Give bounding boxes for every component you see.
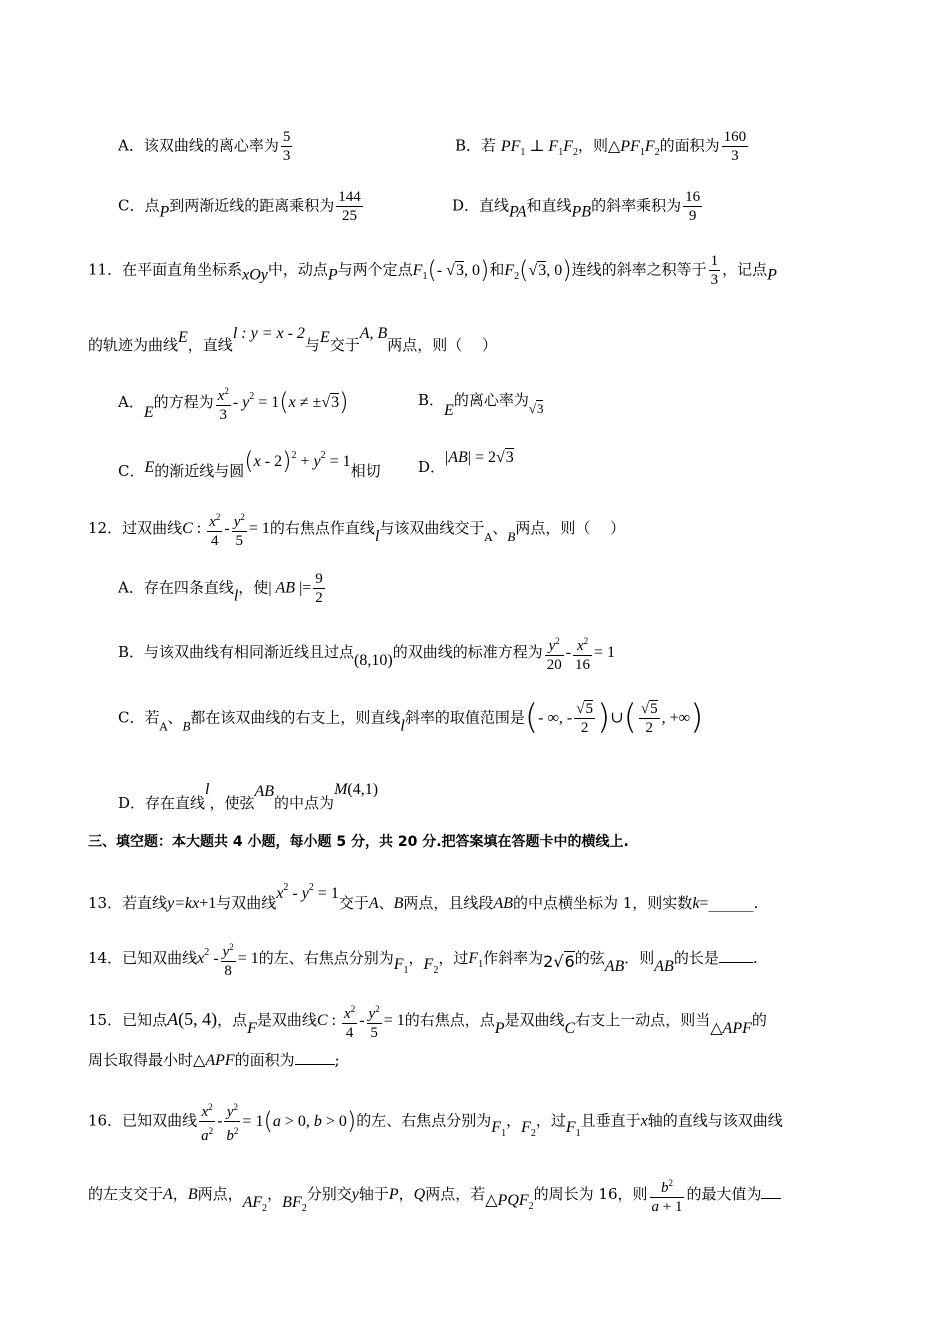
q16-text: 两点，若 xyxy=(425,1185,486,1203)
q12-d-tail: 的中点为 xyxy=(274,794,335,812)
math: P xyxy=(494,1020,505,1037)
q11-stem-line2 xyxy=(88,322,497,357)
math: A xyxy=(368,895,379,912)
math: ) xyxy=(690,697,704,738)
q11-text: 11．在平面直角坐标系 xyxy=(88,260,243,279)
q10-c-tail: 到两渐近线的距离乘积为 xyxy=(169,196,335,215)
math: △APF xyxy=(710,1020,752,1037)
q16-line2: 的左支交于A，B两点，$AF_2$，$BF_2$分别交y轴于P，Q两点，若$\triangle PQF_2$的周长为 16，则 $\frac{b^2}{a + 1}$ 的最大值为 xyxy=(88,1174,781,1221)
math: $F_1$ xyxy=(412,261,428,282)
q16-answer-blank[interactable] xyxy=(761,1184,781,1199)
q15-text: 15．已知点 xyxy=(88,1011,168,1029)
math: PB xyxy=(571,203,592,221)
math: - xyxy=(224,520,230,537)
math: A xyxy=(484,531,493,544)
math: | AB |= xyxy=(268,579,312,597)
fraction: $\frac{x^2}{a^2}$ xyxy=(201,1102,214,1144)
q12-a-text: A．存在四条直线 xyxy=(118,578,234,597)
q13-text: 与双曲线 xyxy=(216,894,277,912)
math: Q xyxy=(413,1186,426,1203)
math: $F_1$ xyxy=(491,1118,507,1139)
fraction-num: 1 xyxy=(710,253,719,269)
math: E xyxy=(178,329,188,346)
math: |AB| = 2√3 xyxy=(445,449,514,466)
math: P xyxy=(767,266,777,284)
fraction-num: 16 xyxy=(685,189,701,205)
q12-text: 的右焦点作直线 xyxy=(269,519,375,537)
q13: 13．若直线y=kx+1与双曲线$x^2 - y^2 = 1$交于A、B两点，且线段AB的中点横坐标为 1，则实数k=______. xyxy=(88,882,759,912)
q15-text: ; xyxy=(334,1051,340,1069)
math: = 1(a > 0, b > 0) xyxy=(242,1106,357,1135)
q16-text: 两点， xyxy=(197,1185,243,1203)
q15-text: 的面积为 xyxy=(234,1051,295,1069)
math: AB xyxy=(493,895,513,912)
math: l xyxy=(205,781,210,798)
q10-a-text: A．该双曲线的离心率为 xyxy=(118,136,279,155)
q12-text: 、 xyxy=(492,519,508,537)
q16-text: 的最大值为 xyxy=(686,1185,762,1203)
fraction: $\frac{√5}{2}$ xyxy=(640,701,658,736)
q16-text: ， xyxy=(267,1185,283,1203)
fraction-num: 160 xyxy=(723,129,747,145)
math: ) xyxy=(596,697,611,738)
fraction-den: 3 xyxy=(710,272,719,288)
q12-c-pre: C．若 xyxy=(118,708,160,727)
section-heading: 三、填空题：本大题共 4 小题，每小题 5 分，共 20 分.把答案填在答题卡中的横线上. xyxy=(88,834,629,850)
math: ( xyxy=(623,697,637,738)
math: AB xyxy=(654,958,674,975)
q12-c-sep: 、 xyxy=(167,708,183,727)
math: $F_1$ xyxy=(565,1118,581,1139)
math: : xyxy=(192,520,206,537)
q11-option-d xyxy=(418,446,514,479)
q11-a-label: A． xyxy=(118,393,144,411)
fraction: $\frac{9}{2}$ xyxy=(315,571,323,606)
q15-text: 是双曲线 xyxy=(504,1011,565,1029)
math: (8,10) xyxy=(354,652,393,669)
math: ( xyxy=(524,697,539,738)
q12-c-text: 都在该双曲线的右支上，则直线 xyxy=(190,708,401,727)
math: l xyxy=(400,717,405,735)
q10-d-tail: 的斜率乘积为 xyxy=(591,196,682,215)
q13-text: 两点，且线段 xyxy=(403,894,494,912)
q10-d-and: 和直线 xyxy=(526,196,572,215)
q14-text: 的左、右焦点分别为 xyxy=(258,949,394,967)
math: xOy xyxy=(242,266,268,284)
q10-c-pre: C．点 xyxy=(118,196,160,215)
q12-option-d xyxy=(118,778,378,815)
q12-d-mid: ，使弦 xyxy=(209,794,255,812)
fraction: $\frac{y^2}{5}$ xyxy=(368,1004,380,1041)
math: E xyxy=(144,459,155,476)
q13-text: 交于 xyxy=(338,894,369,912)
q15-line2 xyxy=(88,1048,340,1073)
q11-stem-line1 xyxy=(88,252,777,289)
fraction: $\frac{y^2}{8}$ xyxy=(222,942,234,979)
fraction xyxy=(336,188,363,225)
math: E xyxy=(319,329,330,346)
q12-d-text: D．存在直线 xyxy=(118,794,206,812)
q14-text: 作斜率为 xyxy=(483,949,544,967)
q16-line1 xyxy=(88,1098,783,1146)
q11-text: 中，动点 xyxy=(267,260,328,279)
q10-option-b xyxy=(455,128,750,165)
fraction xyxy=(683,188,702,225)
fraction: $\frac{y^2}{20}$ xyxy=(546,636,562,673)
q16-text: 轴的直线与该双曲线 xyxy=(647,1111,783,1130)
math: 2√6 xyxy=(543,952,575,971)
math: = 1 xyxy=(594,644,616,661)
q12-b-mid: 的双曲线的标准方程为 xyxy=(392,643,543,661)
math: l xyxy=(233,587,239,605)
math: , +∞ xyxy=(661,709,691,727)
q15-answer-blank[interactable] xyxy=(295,1050,335,1065)
fraction: $\frac{x^2}{16}$ xyxy=(575,636,591,673)
q14-answer-blank[interactable] xyxy=(719,948,753,963)
math: AB xyxy=(604,958,625,975)
q16-text: 16．已知双曲线 xyxy=(88,1111,198,1130)
math: $F_1$ xyxy=(393,956,409,976)
q15-text: 的 xyxy=(751,1011,767,1029)
math: $AF_2$ xyxy=(242,1194,268,1214)
math: E xyxy=(143,404,154,421)
math: A, B xyxy=(359,325,388,342)
q14-text: ， xyxy=(408,949,424,967)
math: (- √3, 0) xyxy=(427,255,490,284)
q16-text: 的左支交于 xyxy=(88,1185,164,1203)
q15-text: 周长取得最小时 xyxy=(88,1051,194,1069)
math: P xyxy=(327,266,338,284)
math: B xyxy=(187,1186,198,1203)
math: $BF_2$ xyxy=(282,1194,307,1214)
q16-text: 的周长为 16，则 xyxy=(533,1185,648,1203)
q10-option-c xyxy=(118,188,365,225)
q12-b-text: B．与该双曲线有相同渐近线且过点 xyxy=(118,643,355,661)
q10-option-d xyxy=(452,188,704,225)
fraction: $\frac{√5}{2}$ xyxy=(576,701,593,736)
math: $x^2$ - xyxy=(197,947,219,967)
math: P xyxy=(159,203,170,221)
q15-line1 xyxy=(88,1000,767,1042)
q16-text: 轴于 xyxy=(358,1185,389,1203)
q12-text: 两点，则（ ） xyxy=(515,519,626,537)
math: (5, 4) xyxy=(178,1009,218,1029)
q11-text: ，记点 xyxy=(722,260,768,279)
math: y xyxy=(351,1186,359,1203)
q14-text: 14．已知双曲线 xyxy=(88,949,198,967)
math: E xyxy=(444,402,454,419)
math: $\triangle PF_1F_2$ xyxy=(607,137,660,158)
q14-text: ．则 xyxy=(624,949,655,967)
q14-text: . xyxy=(752,949,758,967)
fraction xyxy=(281,128,293,165)
math: √3 xyxy=(528,401,544,416)
fraction: $\frac{x^2}{4}$ xyxy=(209,512,221,549)
q11-text: 两点，则（ ） xyxy=(387,336,498,354)
q10-b-tail: 的面积为 xyxy=(659,136,720,155)
math: $\triangle PQF_2$ xyxy=(485,1192,534,1212)
math: C xyxy=(564,1020,576,1037)
math: +1 xyxy=(199,895,217,912)
math: P xyxy=(388,1186,399,1203)
math: $x^2 - y^2 = 1$ xyxy=(276,882,339,902)
math: $F_2$ xyxy=(521,1118,536,1139)
math: = 1 xyxy=(248,520,270,537)
math: △APF xyxy=(193,1052,235,1069)
q11-c-tail: 相切 xyxy=(350,462,381,480)
q11-b-label: B． xyxy=(418,391,445,409)
q12-c-tail: 斜率的取值范围是 xyxy=(404,708,525,727)
math: $F_1$ xyxy=(468,950,484,970)
q12-option-a xyxy=(118,570,327,609)
math: A xyxy=(159,720,168,734)
math: (√3, 0) xyxy=(519,255,572,284)
q12-text: 12．过双曲线 xyxy=(88,519,183,537)
q15-text: 右支上一动点，则当 xyxy=(575,1011,711,1029)
fraction-den: 9 xyxy=(683,206,702,225)
fraction xyxy=(709,252,721,289)
math: A xyxy=(167,1009,179,1029)
math: PA xyxy=(509,203,527,221)
q11-a-text: 的方程为 xyxy=(153,393,214,411)
math: - xyxy=(217,1112,223,1130)
q11-text: 和 xyxy=(489,260,505,279)
math: x xyxy=(640,1112,648,1130)
math: B xyxy=(507,529,516,544)
q15-text: ，点 xyxy=(217,1011,248,1029)
q16-text: ，过 xyxy=(535,1111,566,1130)
math: $F_2$ xyxy=(504,261,520,282)
fraction-den: 3 xyxy=(722,146,749,165)
fraction xyxy=(722,128,749,165)
q10-b-pre: B．若 xyxy=(455,136,497,155)
q14 xyxy=(88,938,758,983)
math: y=kx xyxy=(167,895,200,912)
fraction-num: 5 xyxy=(282,129,291,145)
q14-text: 的弦 xyxy=(574,949,605,967)
q16-text: 的左、右焦点分别为 xyxy=(356,1111,492,1130)
math: - ∞, - xyxy=(538,709,573,727)
math: = 1 xyxy=(383,1012,405,1029)
math: AB xyxy=(254,783,275,800)
q14-text: 的长是 xyxy=(673,949,719,967)
math: = xyxy=(699,895,709,912)
math: $F_2$ xyxy=(423,956,439,976)
q11-option-a xyxy=(118,382,348,425)
math: - $y^2 = 1(x \ne \pm√3)$ xyxy=(232,388,349,416)
math: k xyxy=(692,895,700,912)
fraction-den: 25 xyxy=(336,206,363,225)
math: $(x - 2)^2 + y^2 = 1$ xyxy=(244,447,351,475)
q11-c-label: C． xyxy=(118,462,145,480)
math: = 1 xyxy=(237,950,259,967)
q11-option-c xyxy=(118,444,381,483)
q15-text: 是双曲线 xyxy=(256,1011,317,1029)
q13-blank: ______. xyxy=(708,894,759,912)
q11-b-text: 的离心率为 xyxy=(453,391,529,409)
q16-text: 且垂直于 xyxy=(580,1111,641,1130)
q16-text: ， xyxy=(506,1111,522,1130)
fraction: $\frac{y^2}{b^2}$ xyxy=(226,1102,239,1144)
fraction: $\frac{x^2}{3}$ xyxy=(217,386,229,423)
fraction: $\frac{y^2}{5}$ xyxy=(233,512,245,549)
fraction: $\frac{x^2}{4}$ xyxy=(344,1004,356,1041)
fraction-den: 3 xyxy=(282,148,291,164)
math: C xyxy=(182,520,193,537)
q10-option-a xyxy=(118,128,294,165)
math: C xyxy=(316,1012,328,1029)
q16-text: 分别交 xyxy=(306,1185,352,1203)
math: B xyxy=(393,895,404,912)
q11-text: 交于 xyxy=(329,336,360,354)
q11-text: 与两个定点 xyxy=(337,260,413,279)
q11-option-b xyxy=(418,388,543,423)
math: - xyxy=(565,644,572,661)
q10-d-pre: D．直线 xyxy=(452,196,510,215)
math: : xyxy=(327,1012,341,1029)
math: A xyxy=(163,1186,173,1203)
q13-text: 13．若直线 xyxy=(88,894,168,912)
math: F xyxy=(247,1020,257,1037)
math: B xyxy=(182,718,191,734)
q11-text: ，直线 xyxy=(187,336,233,354)
q10-b-mid: ，则 xyxy=(577,136,608,155)
q11-c-text: 的渐近线与圆 xyxy=(154,462,245,480)
fraction-num: 144 xyxy=(338,189,361,205)
math: l xyxy=(374,528,380,545)
q11-text: 的轨迹为曲线 xyxy=(88,336,179,354)
q15-text: 的右焦点，点 xyxy=(404,1011,495,1029)
q11-text: 连线的斜率之积等于 xyxy=(571,260,707,279)
q12-option-c xyxy=(118,697,704,740)
q14-text: ，过 xyxy=(438,949,469,967)
q12-stem xyxy=(88,508,625,550)
math: ∪ xyxy=(610,709,624,727)
math: M(4,1) xyxy=(334,781,379,798)
q12-text: 与该双曲线交于 xyxy=(379,519,485,537)
q11-text: 与 xyxy=(304,336,320,354)
math: $PF_1$ ⊥ $F_1F_2$ xyxy=(500,137,578,158)
q12-a-mid: ，使 xyxy=(238,578,269,597)
q13-text: 的中点横坐标为 1，则实数 xyxy=(512,894,693,912)
math: l : y = x - 2 xyxy=(232,325,305,342)
math: - xyxy=(359,1012,365,1029)
q12-option-b xyxy=(118,632,615,674)
q11-d-label: D． xyxy=(418,458,446,476)
fraction: $\frac{b^2}{a + 1}$ xyxy=(651,1178,683,1215)
